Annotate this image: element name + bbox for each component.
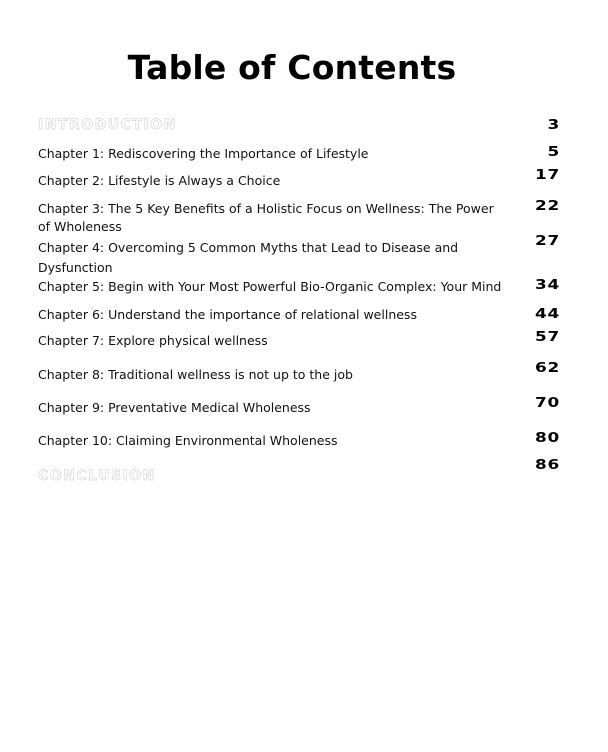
page-number: 57 (535, 329, 560, 345)
page-number: 86 (535, 457, 560, 473)
toc-entry-chapter-3[interactable]: Chapter 3: The 5 Key Benefits of a Holistic Focus on Wellness: The Power of Wholeness (38, 201, 494, 234)
toc-entry-chapter-7[interactable]: Chapter 7: Explore physical wellness (38, 333, 268, 348)
toc-entry-chapter-1[interactable]: Chapter 1: Rediscovering the Importance of Lifestyle (38, 146, 369, 161)
page-number: 62 (535, 360, 560, 376)
toc-entry-introduction[interactable]: INTRODUCTION (38, 117, 177, 133)
toc-entry-chapter-2[interactable]: Chapter 2: Lifestyle is Always a Choice (38, 173, 281, 188)
page-number: 27 (535, 233, 560, 249)
toc-entry-conclusion[interactable]: CONCLUSION (38, 468, 156, 484)
page-number: 17 (535, 167, 560, 183)
toc-entry-chapter-8[interactable]: Chapter 8: Traditional wellness is not up to the job (38, 367, 353, 382)
toc-entry-chapter-5[interactable]: Chapter 5: Begin with Your Most Powerful Bio-Organic Complex: Your Mind (38, 279, 502, 294)
toc-entry-chapter-10[interactable]: Chapter 10: Claiming Environmental Wholeness (38, 433, 338, 448)
toc-entry-chapter-6[interactable]: Chapter 6: Understand the importance of relational wellness (38, 307, 417, 322)
toc-entry-chapter-9[interactable]: Chapter 9: Preventative Medical Wholeness (38, 400, 311, 415)
page-number: 34 (535, 277, 560, 293)
page-number: 44 (535, 306, 560, 322)
toc-entry-chapter-4[interactable]: Chapter 4: Overcoming 5 Common Myths that Lead to Disease and Dysfunction (38, 240, 459, 275)
page-number: 3 (547, 117, 560, 133)
page-number: 5 (547, 144, 560, 160)
page-number: 80 (535, 430, 560, 446)
page-number: 22 (535, 198, 560, 214)
page-title: Table of Contents (127, 48, 457, 87)
page-number: 70 (535, 395, 560, 411)
